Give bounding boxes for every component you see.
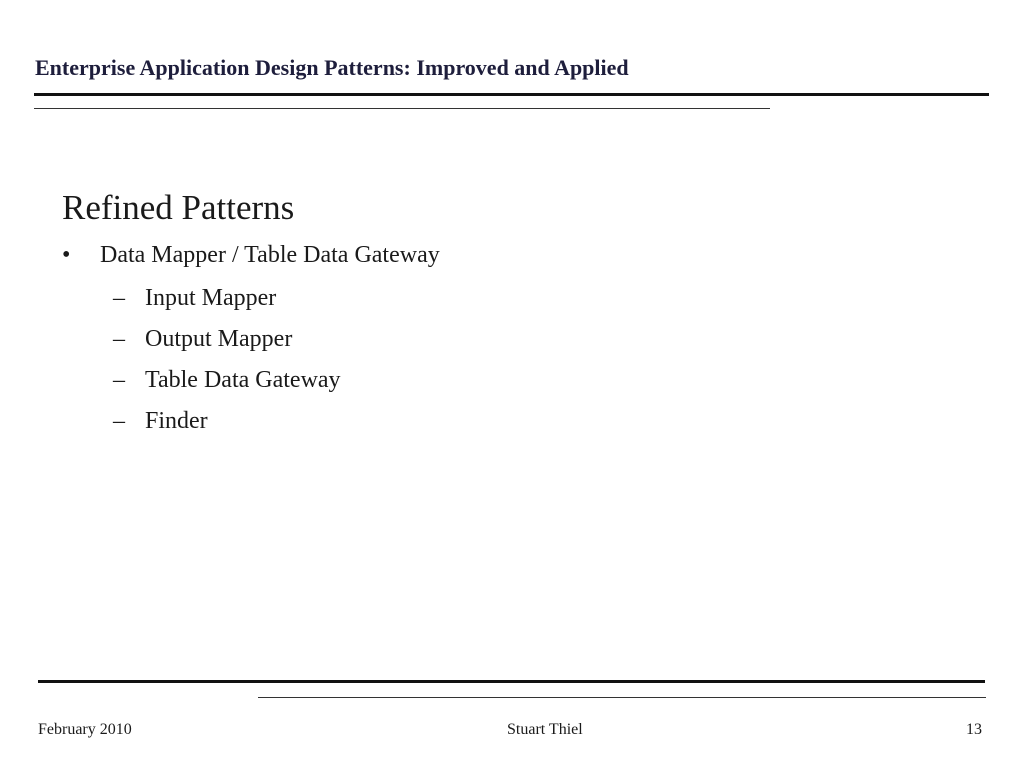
sub-bullet-marker: – — [113, 285, 125, 311]
sub-bullet-text: Table Data Gateway — [145, 367, 341, 393]
sub-bullet-text: Output Mapper — [145, 326, 293, 352]
footer-author: Stuart Thiel — [507, 721, 583, 738]
header-thin-rule — [34, 108, 770, 109]
bullet-marker: • — [62, 242, 71, 268]
sub-bullet-item — [113, 283, 341, 324]
sub-bullet-item — [113, 365, 341, 406]
sub-bullet-list — [113, 283, 341, 447]
sub-bullet-marker: – — [113, 408, 125, 434]
footer-thin-rule — [258, 697, 986, 698]
footer-date: February 2010 — [38, 721, 132, 738]
sub-bullet-text: Input Mapper — [145, 285, 277, 311]
bullet-item — [62, 242, 440, 269]
sub-bullet-item — [113, 324, 341, 365]
footer-thick-rule — [38, 680, 985, 683]
slide-heading: Refined Patterns — [62, 188, 295, 227]
sub-bullet-marker: – — [113, 367, 125, 393]
sub-bullet-marker: – — [113, 326, 125, 352]
header-thick-rule — [34, 93, 989, 96]
slide-header-title: Enterprise Application Design Patterns: Improved and Applied — [35, 55, 629, 80]
bullet-text: Data Mapper / Table Data Gateway — [100, 242, 440, 268]
sub-bullet-item — [113, 406, 341, 447]
footer-page-number: 13 — [966, 721, 982, 738]
sub-bullet-text: Finder — [145, 408, 208, 434]
